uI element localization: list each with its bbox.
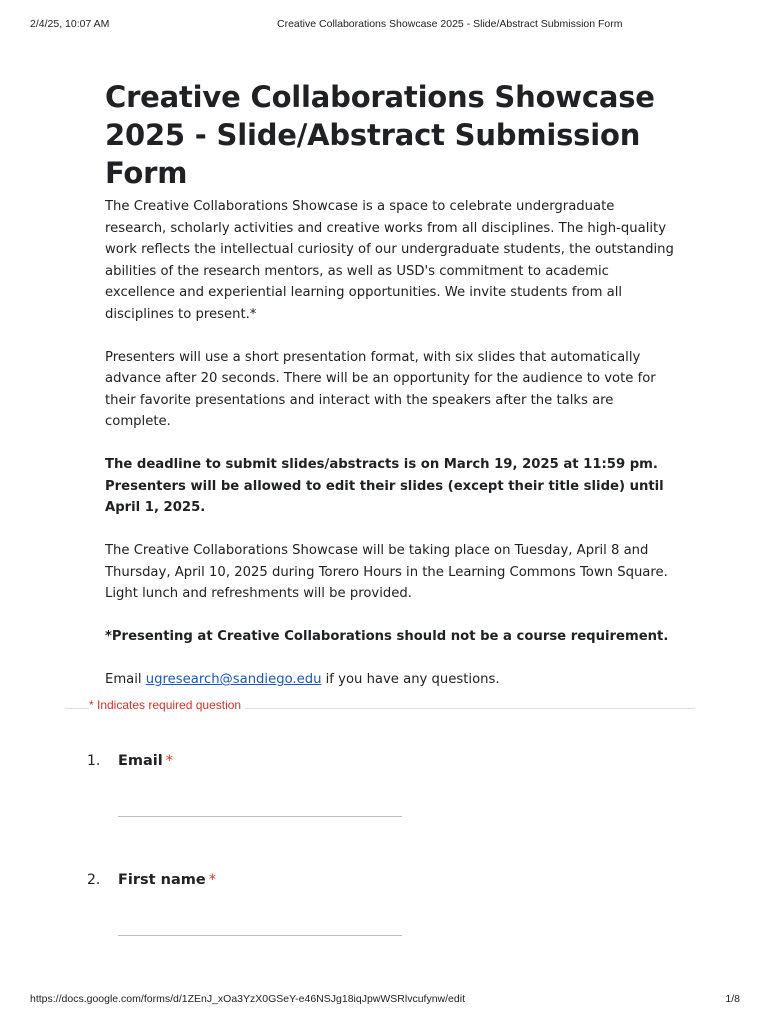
first-name-answer-field[interactable] bbox=[118, 935, 402, 936]
required-asterisk: * bbox=[165, 753, 173, 769]
question-title: Email bbox=[118, 753, 163, 769]
required-asterisk: * bbox=[208, 872, 216, 888]
contact-line bbox=[105, 669, 677, 691]
form-description bbox=[105, 196, 677, 691]
print-footer bbox=[0, 993, 770, 1009]
question-label bbox=[118, 753, 173, 769]
print-url: https://docs.google.com/forms/d/1ZEnJ_xOa3YzX0GSeY-e46NSJg18iqJpwWSRlvcufynw/edit bbox=[30, 993, 465, 1005]
print-header bbox=[0, 18, 770, 34]
deadline-paragraph: The deadline to submit slides/abstracts is on March 19, 2025 at 11:59 pm. Presenters will be allowed to edit their slides (except their title slide) until April 1, 2025. bbox=[105, 457, 664, 515]
page-number: 1/8 bbox=[725, 993, 740, 1005]
contact-prefix: Email bbox=[105, 672, 146, 687]
question-label bbox=[118, 872, 216, 888]
description-paragraph: The Creative Collaborations Showcase will be taking place on Tuesday, April 8 and Thursday, April 10, 2025 during Torero Hours in the Learning Commons Town Square. Light lunch and refreshments will be provided. bbox=[105, 543, 668, 601]
contact-email-link[interactable]: ugresearch@sandiego.edu bbox=[145, 672, 322, 687]
print-doc-title: Creative Collaborations Showcase 2025 - Slide/Abstract Submission Form bbox=[277, 18, 623, 30]
email-answer-field[interactable] bbox=[118, 816, 402, 817]
question-title: First name bbox=[118, 872, 206, 888]
description-paragraph: The Creative Collaborations Showcase is a space to celebrate undergraduate research, scholarly activities and creative works from all disciplines. The high-quality work reflects the intellectual curiosity of our undergraduate students, the outstanding abilities of the research mentors, as well as USD's commitment to academic excellence and experiential learning opportunities. We invite students from all disciplines to present.* bbox=[105, 199, 674, 322]
form-content bbox=[105, 78, 677, 712]
contact-suffix: if you have any questions. bbox=[321, 672, 500, 687]
requirement-note: *Presenting at Creative Collaborations should not be a course requirement. bbox=[105, 629, 669, 644]
question-number: 1. bbox=[87, 753, 101, 769]
required-indicator-note: * Indicates required question bbox=[89, 697, 245, 713]
print-date: 2/4/25, 10:07 AM bbox=[30, 18, 110, 30]
description-paragraph: Presenters will use a short presentation format, with six slides that automatically advance after 20 seconds. There will be an opportunity for the audience to vote for their favorite presentations and interact with the speakers after the talks are complete. bbox=[105, 349, 656, 429]
form-title: Creative Collaborations Showcase 2025 - Slide/Abstract Submission Form bbox=[105, 80, 655, 190]
question-number: 2. bbox=[87, 872, 101, 888]
